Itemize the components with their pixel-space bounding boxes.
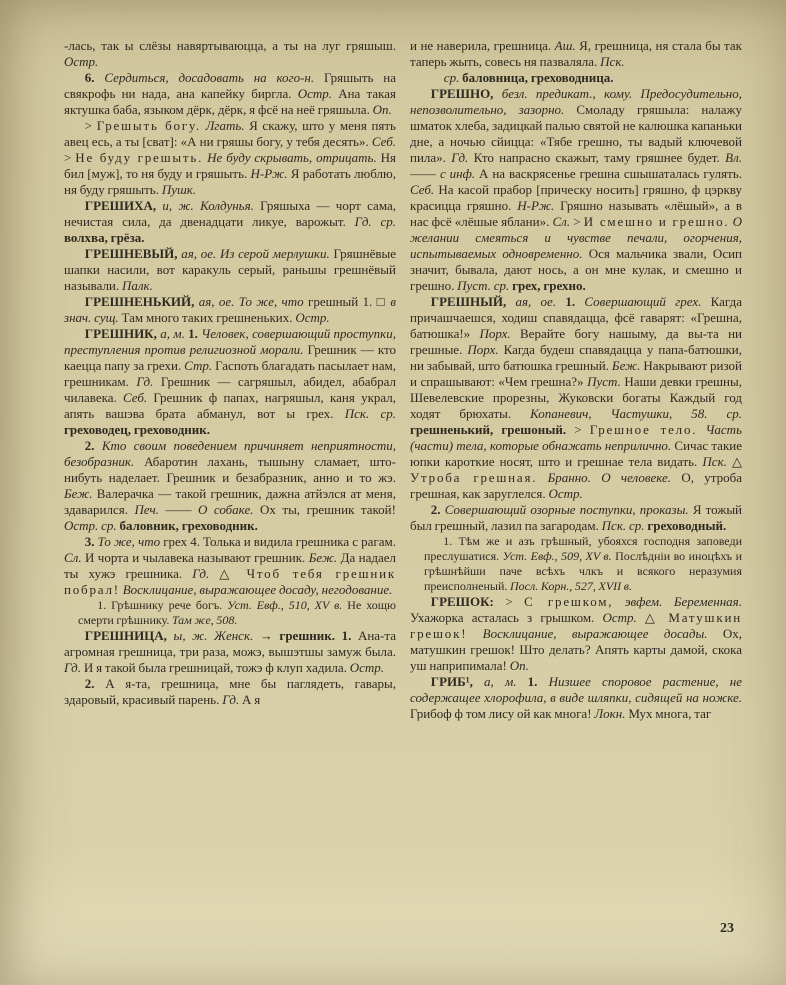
- paragraph: [410, 70, 742, 86]
- paragraph: [424, 534, 742, 594]
- text-segment: Себ.: [371, 134, 396, 149]
- text-segment: 6.: [84, 70, 105, 85]
- text-segment: Ох ты, грешник такой!: [253, 502, 396, 517]
- text-segment: 1. Грѣшнику рече богъ.: [97, 598, 228, 612]
- text-segment: с инф.: [439, 166, 476, 181]
- text-segment: безл. предикат., кому. Предосудительно, непозволительно, зазорно.: [410, 86, 742, 117]
- text-segment: Себ.: [122, 390, 148, 405]
- text-segment: Восклицание, выражающее досады.: [467, 626, 708, 641]
- text-segment: Остр. ср.: [64, 518, 117, 533]
- text-segment: эвфем. Беременная.: [613, 594, 742, 609]
- text-segment: ср.: [443, 70, 463, 85]
- text-segment: Беж.: [611, 358, 641, 373]
- paragraph: [410, 294, 742, 502]
- text-segment: Сичас такие юпки кароткие носят, што и грешнае тела видать.: [410, 438, 742, 469]
- text-segment: О, утроба грешная, как заруглелся.: [410, 470, 742, 501]
- text-segment: >: [493, 594, 525, 609]
- text-segment: баловница, греховодница.: [462, 70, 614, 85]
- text-segment: греховодец, греховодник.: [64, 422, 210, 437]
- text-segment: Там много таких грешненьких.: [118, 310, 296, 325]
- text-segment: Гд.: [222, 692, 240, 707]
- text-segment: ы, ж. Женск. →: [166, 628, 280, 643]
- text-segment: Посл. Корн., 527, XVII в.: [510, 579, 632, 593]
- text-segment: Часть (части) тела, которые обнажать неприлично.: [410, 422, 742, 453]
- text-segment: Остр.: [602, 610, 637, 625]
- text-segment: Лгать.: [200, 118, 245, 133]
- text-segment: а, м.: [156, 326, 189, 341]
- text-segment: ГРЕШНО,: [430, 86, 494, 101]
- text-segment: Пск.: [600, 54, 625, 69]
- text-segment: О желании смеяться и чувстве печали, огорчения, испытываемых одновременно.: [410, 214, 742, 261]
- text-segment: ГРЕШОК:: [430, 594, 494, 609]
- text-segment: Человек, совершающий проступки, преступления против религиозной морали.: [64, 326, 396, 357]
- text-segment: Грешыть богу.: [96, 118, 201, 133]
- text-segment: Гряшыть на свякрофь ни нада, ана капейку биргла.: [64, 70, 396, 101]
- text-segment: Н-Рж.: [250, 166, 288, 181]
- text-segment: 1.: [527, 674, 549, 689]
- text-segment: ГРЕШНИЦА,: [84, 628, 167, 643]
- text-segment: Не буду скрывать, отрицать.: [203, 150, 377, 165]
- text-segment: Низшее споровое растение, не содержащее хлорофила, в виде шляпки, сидящей на ножке.: [410, 674, 742, 705]
- dictionary-text-block: [64, 38, 742, 938]
- text-segment: Я тожый был грешный, лазил па загародам.: [410, 502, 742, 533]
- text-segment: Пушк.: [161, 182, 197, 197]
- text-segment: Гаспоть благадать пасылает нам, грешникам.: [64, 358, 396, 389]
- text-segment: Не хощю смерти грѣшнику.: [78, 598, 396, 627]
- text-segment: Остр.: [349, 660, 385, 675]
- text-segment: О собаке.: [197, 502, 254, 517]
- text-segment: Матушкин грешок!: [410, 610, 742, 641]
- paragraph: [410, 594, 742, 674]
- text-segment: Мух многа, таг: [625, 706, 712, 721]
- text-segment: Грибоф ф том лису ой как многа!: [410, 706, 595, 721]
- text-segment: И чорта и чылавека называют грешник.: [81, 550, 309, 565]
- page-number: 23: [720, 921, 734, 936]
- text-segment: Валерачка — такой грешник, дажна атйэлся ат меня, здаварился.: [64, 486, 396, 517]
- paragraph: [64, 70, 396, 118]
- text-segment: ая, ое.: [194, 294, 239, 309]
- paragraph: [64, 198, 396, 246]
- text-segment: Аш.: [554, 38, 576, 53]
- text-segment: Ухажорка асталась з грышком.: [410, 610, 603, 625]
- text-segment: Сердиться, досадовать на кого-н.: [104, 70, 315, 85]
- text-segment: То же, что: [97, 534, 161, 549]
- text-segment: Послѣдніи во иноцѣхъ и грѣшнѣйши паче всѣхъ члкъ и всякого неразумия преисполненый.: [424, 549, 742, 593]
- text-segment: Совершающий грех.: [584, 294, 702, 309]
- paragraph: [410, 502, 742, 534]
- text-segment: Ося мальчика звали, Осип значит, бывала, дают нось, а он мне кулак, и смешно и грешно.: [410, 246, 742, 293]
- paragraph: [410, 86, 742, 294]
- text-segment: Гряшнёвые шапки насили, вот каракуль серый, раньшы грешнёвый называли.: [64, 246, 396, 293]
- text-segment: Из серой мерлушки.: [220, 246, 330, 261]
- text-segment: Сл.: [552, 214, 571, 229]
- text-segment: Гд.: [64, 660, 81, 675]
- text-segment: Уст. Евф., 510, XV в.: [227, 598, 343, 612]
- paragraph: [64, 38, 396, 70]
- text-segment: Гряшно называть «лёшый», а в нас фсё «лёшые яблани».: [410, 198, 742, 229]
- paragraph: [64, 294, 396, 326]
- paragraph: [410, 38, 742, 70]
- text-segment: ГРИБ¹,: [430, 674, 473, 689]
- text-segment: Печ.: [134, 502, 159, 517]
- text-segment: Гд.: [192, 566, 210, 581]
- text-segment: Пск. ср.: [344, 406, 396, 421]
- text-segment: 3.: [84, 534, 98, 549]
- text-segment: 1.: [335, 628, 358, 643]
- text-segment: Локн.: [594, 706, 626, 721]
- text-segment: Порх.: [467, 342, 499, 357]
- text-segment: 2.: [430, 502, 445, 517]
- text-segment: 2.: [84, 676, 106, 691]
- text-segment: 1.: [565, 294, 585, 309]
- text-segment: Да надаел ты хужэ грешника.: [64, 550, 396, 581]
- text-segment: ГРЕШНЫЙ,: [430, 294, 507, 309]
- text-segment: Грешник — сагряшыл, абидел, абабрал чилавека.: [64, 374, 396, 405]
- text-segment: △: [726, 454, 742, 469]
- text-segment: Кагда причашчаешся, ходиш спавядацца, фсё гаварят: «Грешна, батюшка!»: [410, 294, 742, 341]
- text-segment: Остр.: [548, 486, 583, 501]
- text-segment: Бранно. О человеке.: [537, 470, 672, 485]
- paragraph: [78, 598, 396, 628]
- text-segment: 2.: [84, 438, 102, 453]
- text-segment: Сл.: [64, 550, 82, 565]
- text-segment: Беж.: [308, 550, 338, 565]
- text-segment: Грешник ф папах, нагряшыл, каня украл, апять вашэва брата абманул, вот ы грех.: [64, 390, 396, 421]
- text-segment: Гд.: [451, 150, 469, 165]
- text-segment: грешник.: [279, 628, 336, 643]
- text-segment: Беж.: [64, 486, 93, 501]
- text-segment: -лась, так ы слёзы навяртываюцца, а ты на луг гряшыш.: [64, 38, 396, 53]
- text-segment: и не наверила, грешница.: [410, 38, 555, 53]
- text-segment: Накрывают ризой и спрашывают: «Чем грешна?»: [410, 358, 742, 389]
- text-segment: Там же, 508.: [171, 613, 238, 627]
- text-segment: Не буду грешыть.: [75, 150, 204, 165]
- text-segment: Грешник — кто каецца папу за грехи.: [64, 342, 396, 373]
- text-segment: Палк.: [122, 278, 153, 293]
- text-segment: Остр.: [295, 310, 330, 325]
- text-segment: Наши девки грешны, Шевелевские прорезны, Жуковски богаты Каждый год ходят брюхаты.: [410, 374, 742, 421]
- text-segment: ——: [158, 502, 198, 517]
- text-segment: Остр.: [64, 54, 99, 69]
- text-segment: Абаротин лахань, тышыну сламает, што-нибуть наделает. Грешник и безабразник, анно и то жэ.: [64, 454, 396, 485]
- text-segment: Гд.: [136, 374, 154, 389]
- paragraph: [410, 674, 742, 722]
- text-segment: грешный 1. □: [303, 294, 391, 309]
- text-segment: △: [209, 566, 247, 581]
- text-segment: Я, грешница, ня стала бы так таперь жыть, совесь ня пазваляла.: [410, 38, 742, 69]
- paragraph: [64, 438, 396, 534]
- text-segment: Ана-та агромная грешница, три раза, можэ, вышэтшы замуж была.: [64, 628, 396, 659]
- paragraph: [64, 676, 396, 708]
- text-segment: волхва, грёза.: [64, 230, 145, 245]
- text-segment: Гряшыха — чорт сама, нечистая сила, да двенадцати ликуе, варожыт.: [64, 198, 396, 229]
- text-segment: Уст. Евф., 509, XV в.: [502, 549, 612, 563]
- text-segment: Пск.: [702, 454, 727, 469]
- text-segment: >: [84, 118, 97, 133]
- text-segment: То же, что: [238, 294, 304, 309]
- text-segment: грешненький, грешоный.: [410, 422, 567, 437]
- text-segment: Колдунья.: [200, 198, 254, 213]
- text-segment: Грешное тело.: [589, 422, 698, 437]
- text-segment: Чтоб тебя грешник побрал!: [64, 566, 396, 597]
- text-segment: Кто напрасно скажыт, таму гряшнее будет.: [468, 150, 726, 165]
- text-segment: Совершающий озорные поступки, проказы.: [444, 502, 689, 517]
- text-segment: ГРЕШНИК,: [84, 326, 157, 341]
- text-segment: А я-та, грешница, мне бы паглядеть, гавары, здаровый, красивый парень.: [64, 676, 396, 707]
- text-segment: △: [636, 610, 669, 625]
- text-segment: 1.: [188, 326, 202, 341]
- text-column-left: [64, 38, 396, 938]
- text-segment: >: [64, 150, 76, 165]
- text-segment: Ана такая яктушка баба, языком дёрк, дёрк, я фсё на неё гряшыла.: [64, 86, 396, 117]
- text-segment: и, ж.: [156, 198, 201, 213]
- text-segment: А на васкрясенье грешна сшышаталась гулять.: [475, 166, 742, 181]
- text-segment: >: [570, 214, 584, 229]
- text-segment: А я: [239, 692, 261, 707]
- text-segment: ГРЕШИХА,: [84, 198, 157, 213]
- text-segment: Себ.: [410, 182, 435, 197]
- paragraph: [64, 534, 396, 598]
- text-segment: Утроба грешная.: [410, 470, 538, 485]
- text-segment: С грешком,: [524, 594, 614, 609]
- text-segment: грех, грехно.: [509, 278, 586, 293]
- text-segment: Ня бил [муж], то ня буду и гряшыть.: [64, 150, 396, 181]
- text-segment: ая, ое.: [506, 294, 566, 309]
- text-segment: Ох, матушкин грешок! Што делать? Апять карты дамой, скока уш наприпимала!: [410, 626, 742, 673]
- text-segment: Гд. ср.: [354, 214, 396, 229]
- text-segment: Н-Рж.: [517, 198, 555, 213]
- text-segment: Пск. ср.: [601, 518, 645, 533]
- text-segment: Копаневич, Частушки, 58. ср.: [530, 406, 742, 421]
- text-segment: И смешно и грешно.: [583, 214, 730, 229]
- text-segment: Верайте богу нашыму, да вы-та ни грешные.: [410, 326, 742, 357]
- text-segment: ГРЕШНЕВЫЙ,: [84, 246, 178, 261]
- text-segment: Оп.: [509, 658, 529, 673]
- text-segment: а, м.: [472, 674, 528, 689]
- paragraph: [64, 628, 396, 676]
- text-segment: греховодный.: [644, 518, 727, 533]
- text-column-right: [410, 38, 742, 938]
- text-segment: ая, ое.: [177, 246, 220, 261]
- text-segment: >: [566, 422, 590, 437]
- text-segment: Смоладу гряшыла: налажу шматок хлеба, задицкай палью святой не калюшка капаньки дне, а ночью сйицца: «Тябе грешно, ты вадый ключевой пила».: [410, 102, 742, 165]
- text-segment: Порх.: [479, 326, 511, 341]
- text-segment: Пуст.: [587, 374, 621, 389]
- text-segment: Кто своим поведением причиняет неприятности, безобразник.: [64, 438, 396, 469]
- text-segment: Пуст. ср.: [457, 278, 510, 293]
- text-segment: Остр.: [297, 86, 332, 101]
- paragraph: [64, 326, 396, 438]
- text-segment: в знач. сущ.: [64, 294, 396, 325]
- text-segment: баловник, греховодник.: [116, 518, 258, 533]
- text-segment: Кагда будеш спавядацца у папа-батюшки, ни забывай, што батюшка грешный.: [410, 342, 742, 373]
- text-segment: ——: [410, 166, 440, 181]
- text-segment: 1. Тѣм же и азъ грѣшный, убояхся господня заповеди преслушатися.: [424, 534, 742, 563]
- text-segment: Вл.: [725, 150, 742, 165]
- text-segment: Восклицание, выражающее досаду, негодование.: [119, 582, 393, 597]
- paragraph: [64, 246, 396, 294]
- text-segment: И я такой была грешницай, тожэ ф клуп хадила.: [81, 660, 350, 675]
- text-segment: Оп.: [372, 102, 392, 117]
- paragraph: [64, 118, 396, 198]
- text-segment: Стр.: [184, 358, 213, 373]
- text-segment: Я скажу, што у меня пять авец есь, а ты [сват]: «А ни гряшы богу, у тебя десять».: [64, 118, 396, 149]
- text-segment: грех 4. Толька и видила грешника с рагам.: [160, 534, 396, 549]
- text-segment: Я работать люблю, ня буду гряшыть.: [64, 166, 396, 197]
- text-segment: На касой прабор [прическу носить] гряшно, ф цэркву красицца гряшно.: [410, 182, 742, 213]
- text-segment: ГРЕШНЕНЬКИЙ,: [84, 294, 195, 309]
